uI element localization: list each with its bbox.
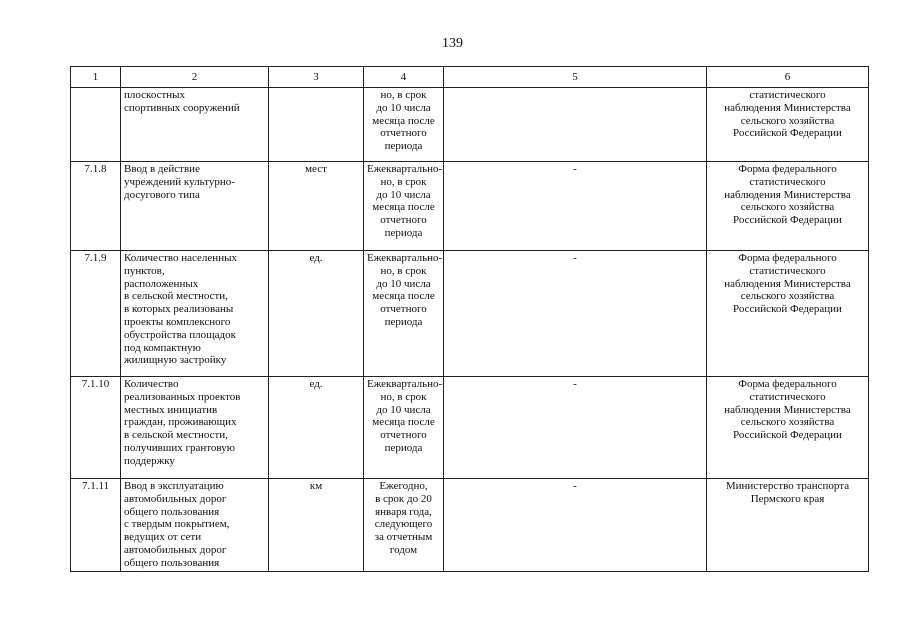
col5-cell: - <box>444 479 707 572</box>
period-line: периода <box>384 226 423 239</box>
period-line: годом <box>389 543 418 556</box>
source-line: наблюдения Министерства <box>724 277 851 290</box>
period-line: месяца после <box>372 114 435 127</box>
header-col-2: 2 <box>121 67 269 88</box>
row-number: 7.1.10 <box>71 377 121 479</box>
period-line: месяца после <box>372 416 435 429</box>
period-cell <box>364 162 444 251</box>
source-line: наблюдения Министерства <box>724 188 851 201</box>
header-col-3: 3 <box>269 67 364 88</box>
col5-cell: - <box>444 251 707 377</box>
period-line: отчетного <box>380 214 427 227</box>
source-line: сельского хозяйства <box>740 201 835 214</box>
source-line: наблюдения Министерства <box>724 403 851 416</box>
indicator-name-line: пунктов, <box>124 264 165 277</box>
indicator-name-line: проекты комплексного <box>124 315 231 328</box>
col5-cell: - <box>444 162 707 251</box>
unit-cell: мест <box>269 162 364 251</box>
unit-cell: км <box>269 479 364 572</box>
indicator-name-line: автомобильных дорог <box>124 543 227 556</box>
period-line: Ежеквартально- <box>367 163 443 175</box>
col5-cell <box>444 88 707 162</box>
indicator-name-line: жилищную застройку <box>124 354 227 367</box>
indicator-name-line: получивших грантовую <box>124 441 235 454</box>
source-line: статистического <box>749 175 826 188</box>
indicator-name-line: граждан, проживающих <box>124 416 237 429</box>
source-cell <box>707 377 869 479</box>
indicator-name-line: под компактную <box>124 341 201 354</box>
source-line: Российской Федерации <box>733 429 842 442</box>
source-line: Российской Федерации <box>733 214 842 227</box>
period-line: следующего <box>374 518 433 531</box>
indicator-name <box>121 377 269 479</box>
source-line: Российской Федерации <box>733 127 842 140</box>
indicator-name-line: реализованных проектов <box>124 390 241 403</box>
table-body <box>71 88 869 572</box>
indicator-name-line: с твердым покрытием, <box>124 518 230 531</box>
row-number: 7.1.8 <box>71 162 121 251</box>
indicator-name-line: в сельской местности, <box>124 429 228 442</box>
source-cell <box>707 251 869 377</box>
period-line: за отчетным <box>374 531 433 544</box>
period-line: периода <box>384 441 423 454</box>
unit-cell: ед. <box>269 377 364 479</box>
period-line: отчетного <box>380 429 427 442</box>
indicator-name <box>121 88 269 162</box>
period-line: периода <box>384 140 423 153</box>
period-line: периода <box>384 315 423 328</box>
period-line: но, в срок <box>380 89 427 101</box>
source-line: Форма федерального <box>738 378 837 390</box>
table-header-row <box>71 67 869 88</box>
period-line: но, в срок <box>380 264 427 277</box>
indicator-name-line: спортивных сооружений <box>124 101 240 114</box>
source-line: сельского хозяйства <box>740 416 835 429</box>
period-line: Ежеквартально- <box>367 378 443 390</box>
source-line: статистического <box>749 264 826 277</box>
indicator-name-line: в сельской местности, <box>124 290 228 303</box>
source-line: статистического <box>749 89 826 101</box>
indicator-name-line: ведущих от сети <box>124 531 202 544</box>
source-cell <box>707 162 869 251</box>
indicator-name-line: Ввод в эксплуатацию <box>124 480 224 492</box>
period-line: Ежегодно, <box>379 480 428 492</box>
header-col-6: 6 <box>707 67 869 88</box>
period-line: до 10 числа <box>376 403 431 416</box>
period-line: но, в срок <box>380 175 427 188</box>
period-line: января года, <box>375 505 432 518</box>
page-number: 139 <box>442 36 463 51</box>
indicator-name-line: местных инициатив <box>124 403 218 416</box>
indicator-name-line: в которых реализованы <box>124 303 234 316</box>
source-cell <box>707 88 869 162</box>
period-cell <box>364 88 444 162</box>
source-line: Министерство транспорта <box>725 480 850 492</box>
table-row <box>71 251 869 377</box>
indicators-table <box>70 66 869 572</box>
indicator-name-line: Ввод в действие <box>124 163 200 175</box>
unit-cell <box>269 88 364 162</box>
period-cell <box>364 479 444 572</box>
source-line: Форма федерального <box>738 252 837 264</box>
indicator-name-line: досугового типа <box>124 188 200 201</box>
indicator-name-line: поддержку <box>124 454 175 467</box>
source-line: статистического <box>749 390 826 403</box>
source-line: наблюдения Министерства <box>724 101 851 114</box>
unit-cell: ед. <box>269 251 364 377</box>
row-number <box>71 88 121 162</box>
source-line: сельского хозяйства <box>740 114 835 127</box>
header-col-5: 5 <box>444 67 707 88</box>
row-number: 7.1.9 <box>71 251 121 377</box>
period-line: отчетного <box>380 127 427 140</box>
indicator-name-line: автомобильных дорог <box>124 492 227 505</box>
period-line: до 10 числа <box>376 277 431 290</box>
row-number: 7.1.11 <box>71 479 121 572</box>
table-row <box>71 162 869 251</box>
period-line: месяца после <box>372 201 435 214</box>
period-line: но, в срок <box>380 390 427 403</box>
indicator-name-line: плоскостных <box>124 89 186 101</box>
indicator-name-line: Количество <box>124 378 179 390</box>
period-line: отчетного <box>380 303 427 316</box>
table-row <box>71 377 869 479</box>
period-cell <box>364 251 444 377</box>
source-line: Российской Федерации <box>733 303 842 316</box>
period-line: до 10 числа <box>376 188 431 201</box>
indicator-name-line: учреждений культурно- <box>124 175 235 188</box>
indicator-name <box>121 479 269 572</box>
period-line: до 10 числа <box>376 101 431 114</box>
period-line: месяца после <box>372 290 435 303</box>
period-line: в срок до 20 <box>375 492 432 505</box>
period-line: Ежеквартально- <box>367 252 443 264</box>
source-line: сельского хозяйства <box>740 290 835 303</box>
indicator-name-line: Количество населенных <box>124 252 237 264</box>
source-line: Форма федерального <box>738 163 837 175</box>
table-row <box>71 88 869 162</box>
indicator-name <box>121 162 269 251</box>
col5-cell: - <box>444 377 707 479</box>
source-cell <box>707 479 869 572</box>
indicator-name-line: расположенных <box>124 277 199 290</box>
indicator-name-line: общего пользования <box>124 556 220 569</box>
indicator-name-line: обустройства площадок <box>124 328 236 341</box>
period-cell <box>364 377 444 479</box>
indicator-name <box>121 251 269 377</box>
indicator-name-line: общего пользования <box>124 505 220 518</box>
header-col-1: 1 <box>71 67 121 88</box>
table-row <box>71 479 869 572</box>
header-col-4: 4 <box>364 67 444 88</box>
source-line: Пермского края <box>750 492 825 505</box>
